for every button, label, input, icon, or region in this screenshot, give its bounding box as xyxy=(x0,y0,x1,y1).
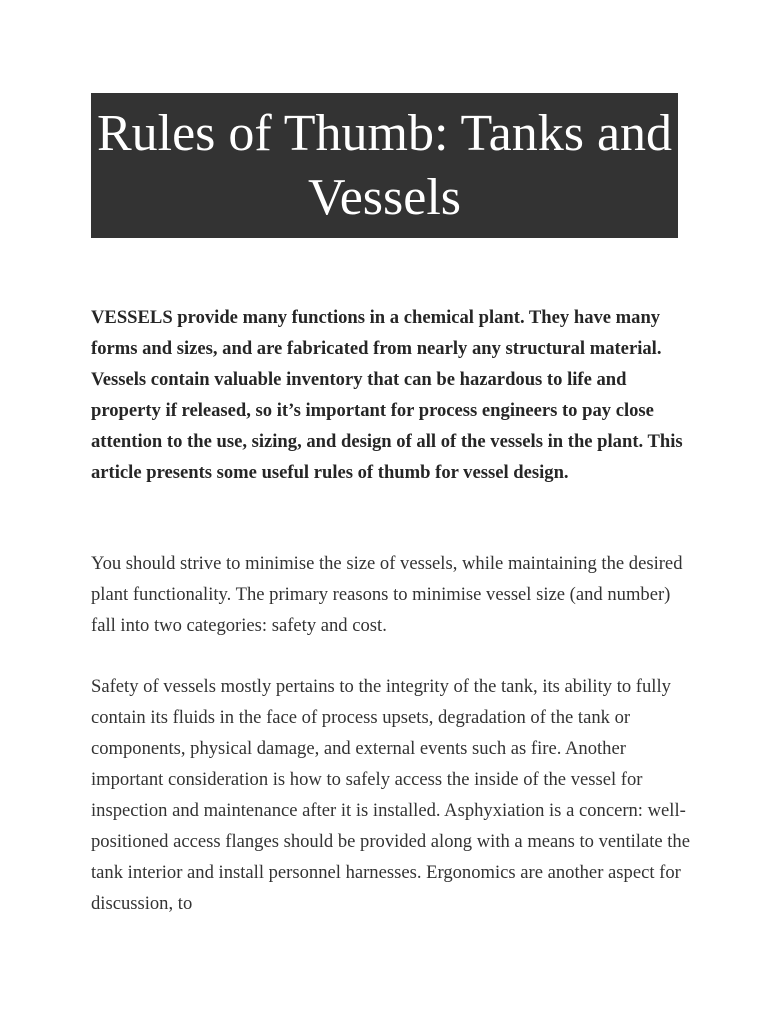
body-paragraph-size: You should strive to minimise the size of vessels, while maintaining the desired plant functionality. The primary reasons to minimise vessel size (and number) fall into two categories: safety and cost. xyxy=(91,553,683,636)
body-paragraph-safety: Safety of vessels mostly pertains to the integrity of the tank, its ability to fully contain its fluids in the face of process upsets, degradation of the tank or components, physical damage, and external events such as fire. Another important consideration is how to safely access the inside of the vessel for inspection and maintenance after it is installed. Asphyxiation is a concern: well-positioned access flanges should be provided along with a means to ventilate the tank interior and install personnel harnesses. Ergonomics are another aspect for discussion, to xyxy=(91,676,690,914)
title-banner xyxy=(91,93,678,238)
intro-paragraph: VESSELS provide many functions in a chemical plant. They have many forms and sizes, and are fabricated from nearly any structural material. Vessels contain valuable inventory that can be hazardous to life and property if released, so it’s important for process engineers to pay close attention to the use, sizing, and design of all of the vessels in the plant. This article presents some useful rules of thumb for vessel design. xyxy=(91,307,683,483)
page-title: Rules of Thumb: Tanks and Vessels xyxy=(96,104,673,226)
